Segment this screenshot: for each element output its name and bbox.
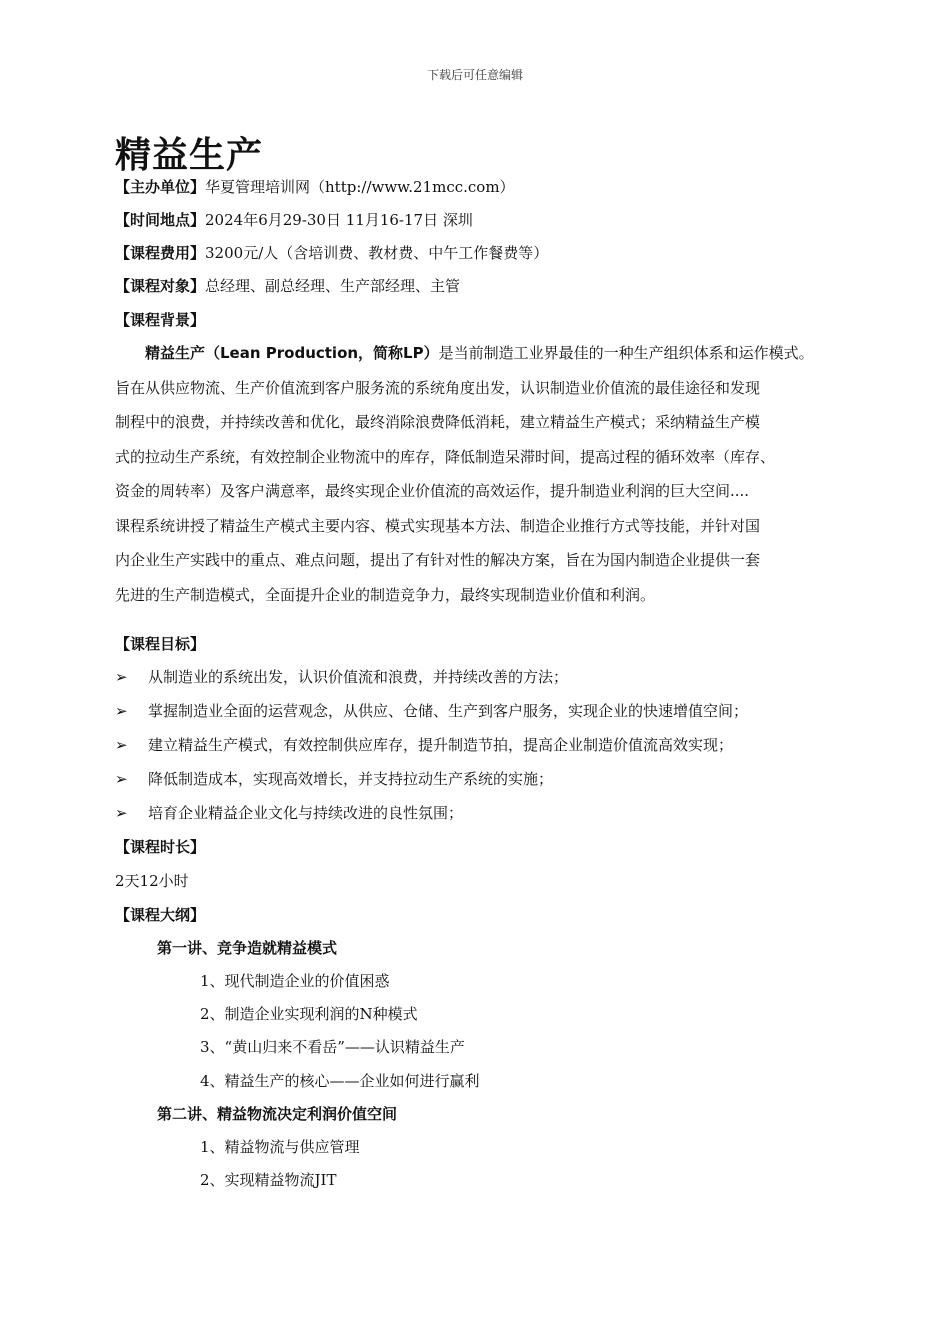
info-label: 【时间地点】 <box>115 211 206 229</box>
info-time-place <box>115 205 473 235</box>
paragraph-text: 是当前制造工业界最佳的一种生产组织体系和运作模式。 <box>438 344 814 362</box>
paragraph-line: 旨在从供应物流、生产价值流到客户服务流的系统角度出发，认识制造业价值流的最佳途径和发现 <box>115 378 761 397</box>
outline-heading: 【课程大纲】 <box>115 906 206 924</box>
page-title: 精益生产 <box>115 135 264 176</box>
info-value: 总经理、副总经理、生产部经理、主管 <box>205 277 461 295</box>
lecture-2-title: 第二讲、精益物流决定利润价值空间 <box>157 1105 398 1123</box>
paragraph-line: 式的拉动生产系统，有效控制企业物流中的库存，降低制造呆滞时间，提高过程的循环效率（库存、 <box>115 447 776 466</box>
goal-text: 从制造业的系统出发，认识价值流和浪费，并持续改善的方法； <box>148 668 569 686</box>
info-label: 【课程费用】 <box>115 244 206 262</box>
info-fee <box>115 238 548 268</box>
info-value: 3200元/人（含培训费、教材费、中午工作餐费等） <box>205 244 549 262</box>
outline-item: 1、现代制造企业的价值困惑 <box>200 972 390 990</box>
outline-item: 4、精益生产的核心——企业如何进行赢利 <box>200 1072 480 1090</box>
goal-text: 掌握制造业全面的运营观念，从供应、仓储、生产到客户服务，实现企业的快速增值空间； <box>148 702 749 720</box>
duration-value: 2天12小时 <box>115 872 189 890</box>
background-paragraph <box>115 336 860 612</box>
goals-heading: 【课程目标】 <box>115 635 206 653</box>
arrow-bullet-icon: ➢ <box>115 702 128 720</box>
background-lead: 精益生产（Lean Production，简称LP） <box>145 344 439 362</box>
info-label: 【主办单位】 <box>115 178 206 196</box>
goal-item <box>115 764 553 794</box>
paragraph-line: 资金的周转率）及客户满意率，最终实现企业价值流的高效运作，提升制造业利润的巨大空间.... <box>115 482 750 500</box>
goal-item <box>115 798 463 828</box>
arrow-bullet-icon: ➢ <box>115 736 128 754</box>
goal-item <box>115 696 748 726</box>
outline-item: 2、实现精益物流JIT <box>200 1171 337 1189</box>
background-heading: 【课程背景】 <box>115 311 206 329</box>
info-value: 2024年6月29-30日 11月16-17日 深圳 <box>205 211 473 229</box>
info-organizer <box>115 172 515 202</box>
paragraph-line: 课程系统讲授了精益生产模式主要内容、模式实现基本方法、制造企业推行方式等技能，并针对国 <box>115 516 761 535</box>
paragraph-line: 制程中的浪费，并持续改善和优化，最终消除浪费降低消耗，建立精益生产模式；采纳精益生产模 <box>115 413 761 431</box>
page-header: 下载后可任意编辑 <box>426 68 523 82</box>
arrow-bullet-icon: ➢ <box>115 804 128 822</box>
arrow-bullet-icon: ➢ <box>115 770 128 788</box>
goal-text: 培育企业精益企业文化与持续改进的良性氛围； <box>148 804 464 822</box>
info-value: 华夏管理培训网（http://www.21mcc.com） <box>205 178 515 196</box>
paragraph-line <box>115 336 860 371</box>
goal-item <box>115 730 733 760</box>
outline-item: 3、“黄山归来不看岳”——认识精益生产 <box>200 1038 465 1056</box>
goal-item <box>115 662 568 692</box>
duration-heading: 【课程时长】 <box>115 838 206 856</box>
outline-item: 2、制造企业实现利润的N种模式 <box>200 1005 418 1023</box>
lecture-1-title: 第一讲、竞争造就精益模式 <box>157 939 338 957</box>
arrow-bullet-icon: ➢ <box>115 668 128 686</box>
outline-item: 1、精益物流与供应管理 <box>200 1138 360 1156</box>
paragraph-line: 先进的生产制造模式，全面提升企业的制造竞争力，最终实现制造业价值和利润。 <box>115 585 656 604</box>
info-audience <box>115 271 460 301</box>
paragraph-line: 内企业生产实践中的重点、难点问题，提出了有针对性的解决方案，旨在为国内制造企业提供一套 <box>115 551 761 569</box>
goal-text: 建立精益生产模式，有效控制供应库存，提升制造节拍，提高企业制造价值流高效实现； <box>148 736 734 754</box>
info-label: 【课程对象】 <box>115 277 206 295</box>
goal-text: 降低制造成本，实现高效增长，并支持拉动生产系统的实施； <box>148 770 554 788</box>
